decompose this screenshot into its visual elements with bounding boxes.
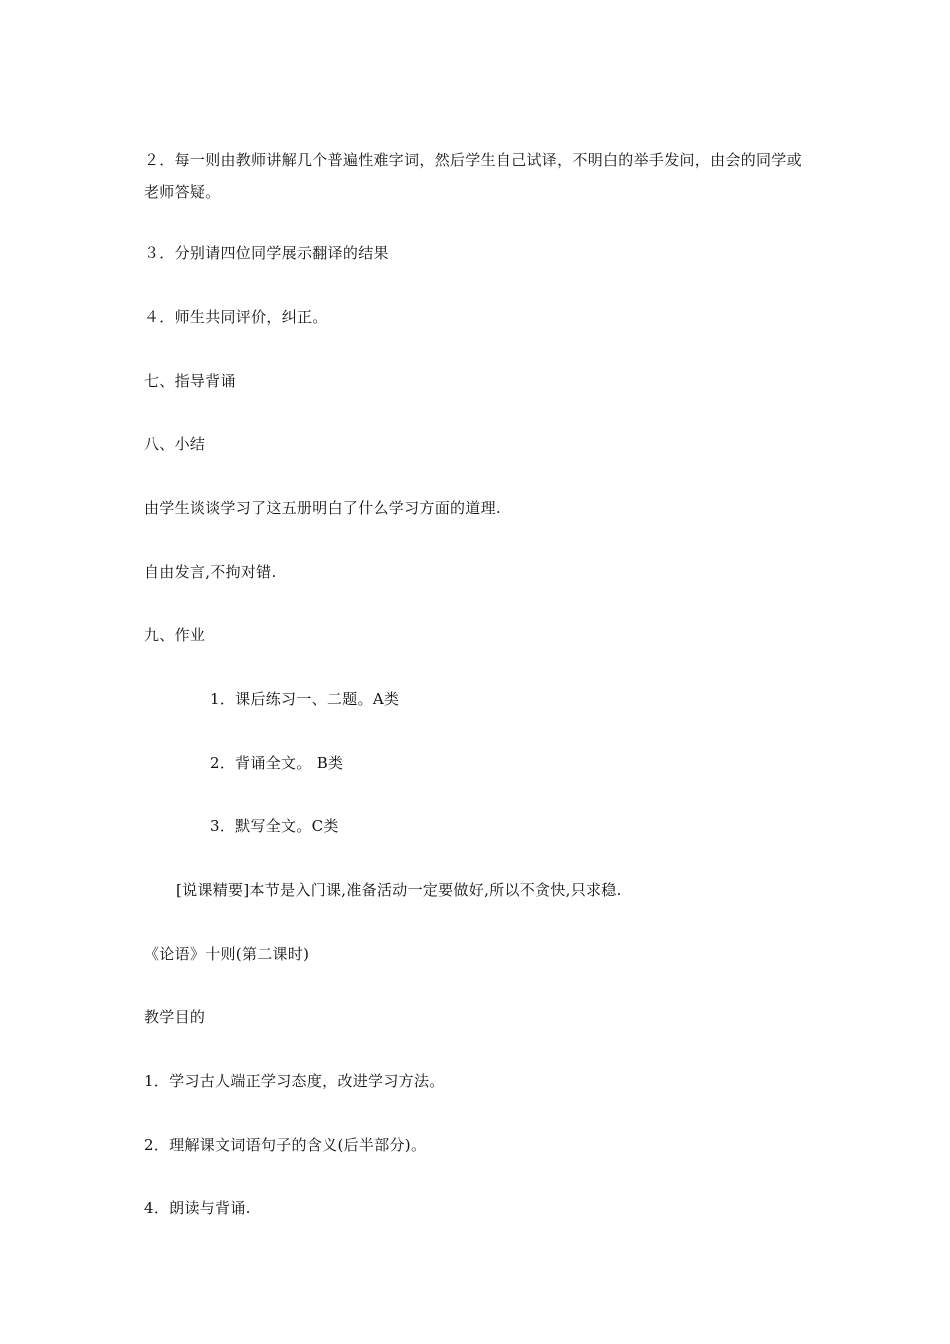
homework-item-b: 2．背诵全文。 B类	[210, 754, 344, 772]
homework-item-c: 3．默写全文。C类	[210, 817, 339, 835]
lesson-note: [说课精要]本节是入门课,准备活动一定要做好,所以不贪快,只求稳.	[176, 881, 622, 899]
objective-item-1: 1．学习古人端正学习态度，改进学习方法。	[144, 1072, 445, 1090]
paragraph-step-4: ４．师生共同评价，纠正。	[144, 308, 328, 326]
lesson-title: 《论语》十则(第二课时)	[144, 945, 310, 963]
section-heading-homework: 九、作业	[144, 626, 206, 644]
paragraph-step-2: ２．每一则由教师讲解几个普遍性难字词，然后学生自己试译，不明白的举手发问，由会的同学或老师答疑。	[144, 151, 802, 201]
teaching-objectives-heading: 教学目的	[144, 1008, 206, 1026]
homework-item-a: 1．课后练习一、二题。A类	[210, 690, 400, 708]
objective-item-2: 2．理解课文词语句子的含义(后半部分)。	[144, 1136, 427, 1154]
section-heading-recitation: 七、指导背诵	[144, 372, 236, 390]
paragraph-step-3: ３．分别请四位同学展示翻译的结果	[144, 244, 389, 262]
objective-item-4: 4．朗读与背诵.	[144, 1199, 251, 1217]
paragraph-summary-discussion: 由学生谈谈学习了这五册明白了什么学习方面的道理.	[144, 499, 501, 517]
section-heading-summary: 八、小结	[144, 435, 206, 453]
paragraph-free-speech: 自由发言,不拘对错.	[144, 563, 277, 581]
